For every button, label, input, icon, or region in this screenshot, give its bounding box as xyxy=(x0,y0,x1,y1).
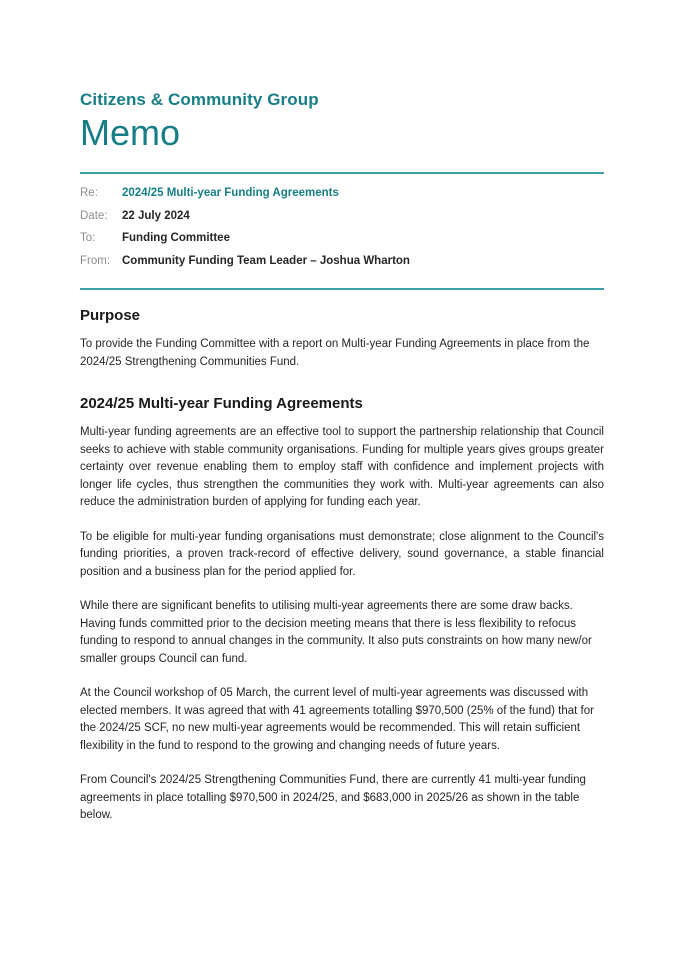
meta-value-to: Funding Committee xyxy=(122,232,230,244)
meta-label-re: Re: xyxy=(80,187,98,199)
paragraph-council-workshop: At the Council workshop of 05 March, the current level of multi-year agreements was discussed with elected members. It was agreed that with 41 agreements totalling $970,500 (25% of the fund) that for the 2024/25 SCF, no new multi-year agreements would be recommended. This will retain sufficient flexibility in the fund to respond to the growing and changing needs of future years. xyxy=(80,687,594,752)
memo-metadata xyxy=(80,187,604,277)
paragraph-benefits: Multi-year funding agreements are an effective tool to support the partnership relationship that Council seeks to achieve with stable community organisations. Funding for multiple years gives groups greater certainty over revenue enabling them to employ staff with confidence and implement projects with longer life cycles, thus strengthen the communities they work with. Multi-year agreements can also reduce the administration burden of applying for funding each year. xyxy=(80,426,604,508)
divider-meta xyxy=(80,288,604,290)
meta-value-date: 22 July 2024 xyxy=(122,209,190,222)
meta-value-from: Community Funding Team Leader – Joshua Wharton xyxy=(122,254,410,267)
divider-top xyxy=(80,172,604,174)
meta-row-to xyxy=(80,232,604,255)
org-name: Citizens & Community Group xyxy=(80,90,319,109)
section-heading-purpose: Purpose xyxy=(80,307,141,324)
meta-value-re: 2024/25 Multi-year Funding Agreements xyxy=(122,187,339,199)
paragraph-purpose: To provide the Funding Committee with a report on Multi-year Funding Agreements in place from the 2024/25 Strengthening Communities Fund. xyxy=(80,338,590,368)
memo-content xyxy=(80,0,604,842)
paragraph-drawbacks: While there are significant benefits to utilising multi-year agreements there are some draw backs. Having funds committed prior to the decision meeting means that there is less flexibility to refocus funding to respond to annual changes in the community. It also puts constraints on how many new/or smaller groups Council can fund. xyxy=(80,600,592,665)
paragraph-eligibility: To be eligible for multi-year funding organisations must demonstrate; close alignment to the Council's funding priorities, a proven track-record of effective delivery, sound governance, a stable financial position and a business plan for the period applied for. xyxy=(80,530,604,578)
meta-row-date xyxy=(80,210,604,233)
meta-label-date: Date: xyxy=(80,209,108,222)
meta-row-from xyxy=(80,255,604,278)
memo-title: Memo xyxy=(80,112,181,153)
section-funding-agreements xyxy=(80,395,604,825)
paragraph-current-agreements: From Council's 2024/25 Strengthening Communities Fund, there are currently 41 multi-year funding agreements in place totalling $970,500 in 2024/25, and $683,000 in 2025/26 as shown in the table below. xyxy=(80,774,586,821)
meta-label-to: To: xyxy=(80,232,96,244)
meta-label-from: From: xyxy=(80,254,111,267)
meta-row-re xyxy=(80,187,604,210)
section-heading-funding-agreements: 2024/25 Multi-year Funding Agreements xyxy=(80,395,363,412)
section-purpose xyxy=(80,307,604,371)
